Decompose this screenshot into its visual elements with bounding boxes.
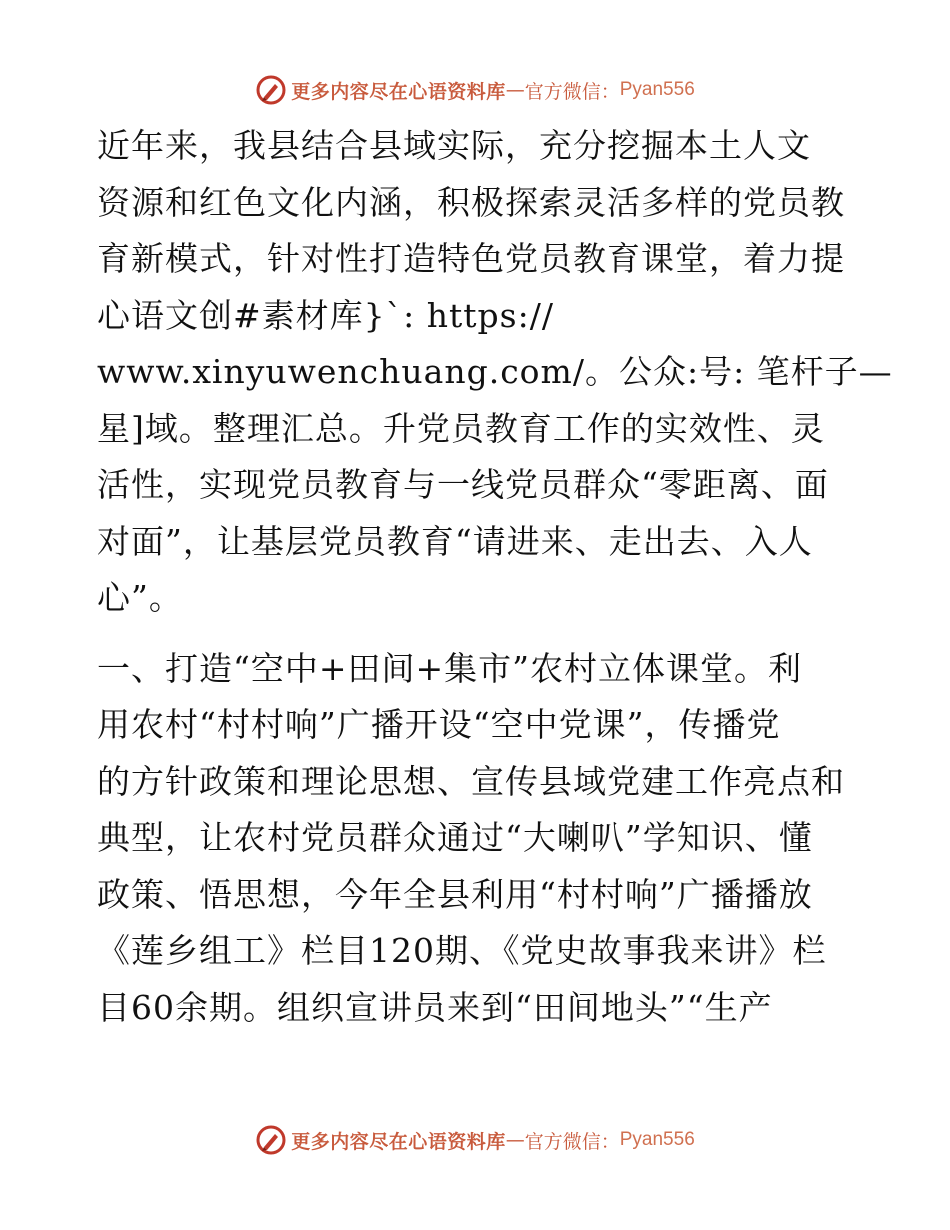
banner-separator: — bbox=[505, 1129, 525, 1151]
text-line: 活性，实现党员教育与一线党员群众“零距离、面 bbox=[97, 465, 829, 504]
paragraph-section-one bbox=[97, 641, 857, 1037]
banner-brand-text: 更多内容尽在心语资料库 bbox=[291, 1130, 506, 1153]
footer-banner bbox=[0, 1122, 950, 1158]
text-line: 心语文创#素材库}`: https:// bbox=[97, 295, 554, 335]
text-line: 资源和红色文化内涵，积极探索灵活多样的党员教 bbox=[97, 182, 845, 222]
banner-wechat-label: 官方微信： bbox=[524, 80, 620, 103]
text-line: 目60余期。组织宣讲员来到“田间地头”“生产 bbox=[97, 987, 773, 1027]
document-body bbox=[97, 118, 893, 1036]
text-line: 一、打造“空中+田间+集市”农村立体课堂。利 bbox=[97, 648, 803, 688]
banner-wechat-id: Pyan556 bbox=[619, 1129, 695, 1150]
text-line: 政策、悟思想，今年全县利用“村村响”广播播放 bbox=[97, 874, 813, 914]
banner-brand-text: 更多内容尽在心语资料库 bbox=[291, 80, 506, 103]
banner-wechat-label: 官方微信： bbox=[524, 1130, 620, 1153]
text-line: 育新模式，针对性打造特色党员教育课堂，着力提 bbox=[97, 239, 845, 278]
text-line: 《莲乡组工》栏目120期、《党史故事我来讲》栏 bbox=[97, 931, 827, 970]
text-line: 典型，让农村党员群众通过“大喇叭”学知识、懂 bbox=[97, 818, 813, 857]
text-line: 对面”，让基层党员教育“请进来、走出去、入人 bbox=[97, 521, 813, 561]
banner-wechat-id: Pyan556 bbox=[619, 79, 695, 100]
pen-logo-icon bbox=[255, 74, 287, 106]
text-line: 的方针政策和理论思想、宣传县域党建工作亮点和 bbox=[97, 761, 845, 801]
text-line: 近年来，我县结合县域实际，充分挖掘本土人文 bbox=[97, 126, 811, 165]
text-line: 用农村“村村响”广播开设“空中党课”，传播党 bbox=[97, 705, 781, 744]
paragraph-intro bbox=[97, 118, 893, 627]
banner-separator: — bbox=[505, 79, 525, 101]
text-line: www.xinyuwenchuang.com/。公众:号: 笔杆子— bbox=[97, 352, 893, 391]
text-line: 星]域。整理汇总。升党员教育工作的实效性、灵 bbox=[97, 408, 825, 448]
pen-logo-icon bbox=[255, 1124, 287, 1156]
header-banner bbox=[0, 72, 950, 108]
paragraph-gap bbox=[97, 627, 857, 641]
text-line: 心”。 bbox=[97, 578, 183, 617]
